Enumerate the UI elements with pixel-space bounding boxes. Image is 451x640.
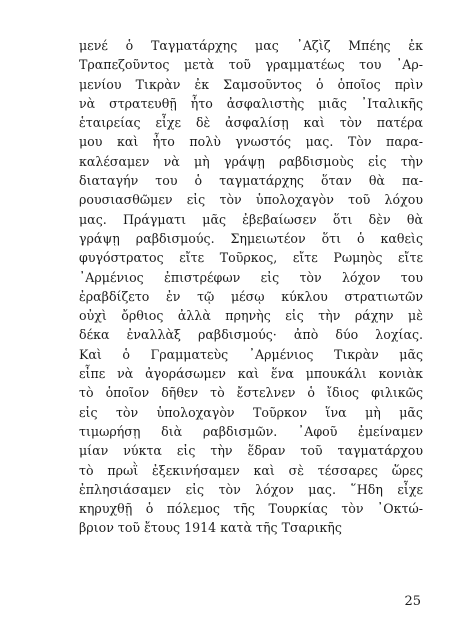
text-line: γράψῃ ραβδισμούς. Σημειωτέον ὅτι ὁ καθεὶς — [79, 230, 423, 246]
text-line: ρουσιασθῶμεν εἰς τὸν ὑπολοχαγὸν τοῦ λόχου — [79, 192, 423, 208]
text-line: δέκα ἐναλλὰξ ραβδισμούς· ἀπὸ δύο λοχίας. — [79, 327, 423, 343]
text-line: εἰς τὸν ὑπολοχαγὸν Τοῦρκον ἵνα μὴ μᾶς — [79, 404, 423, 420]
text-line: καλέσαμεν νὰ μὴ γράψῃ ραβδισμοὺς εἰς τὴν — [79, 153, 423, 169]
text-line: τιμωρήσῃ διὰ ραβδισμῶν. ᾿Αφοῦ ἐμείναμεν — [79, 423, 423, 439]
text-line: μενίου Τικρὰν ἐκ Σαμσοῦντος ὁ ὁποῖος πρὶν — [79, 76, 423, 92]
text-line: εἶπε νὰ ἀγοράσωμεν καὶ ἕνα μπουκάλι κονιὰκ — [79, 366, 423, 382]
text-line: ἑταιρείας εἶχε δὲ ἀσφαλίσῃ καὶ τὸν πατέρα — [79, 115, 423, 131]
body-text — [79, 36, 423, 538]
text-line: φυγόστρατος εἴτε Τοῦρκος, εἴτε Ρωμηὸς εἴτε — [79, 250, 423, 266]
text-line: μου καὶ ἦτο πολὺ γνωστός μας. Τὸν παρα- — [79, 134, 423, 150]
text-line: ἐπλησιάσαμεν εἰς τὸν λόχον μας. ῞Ηδη εἶχε — [79, 481, 423, 497]
page-number: 25 — [404, 594, 421, 609]
text-line: μας. Πράγματι μᾶς ἐβεβαίωσεν ὅτι δὲν θὰ — [79, 211, 423, 227]
text-line: διαταγήν του ὁ ταγματάρχης ὅταν θὰ πα- — [79, 173, 423, 189]
text-line: νὰ στρατευθῇ ἦτο ἀσφαλιστὴς μιᾶς ᾿Ιταλικῆς — [79, 95, 423, 111]
text-line: μενέ ὁ Ταγματάρχης μας ᾿Αζὶζ Μπέης ἐκ — [79, 38, 423, 53]
text-line: κηρυχθῇ ὁ πόλεμος τῆς Τουρκίας τὸν ᾿Οκτώ- — [79, 501, 423, 517]
text-line: Τραπεζοῦντος μετὰ τοῦ γραμματέως του ᾿Αρ- — [79, 57, 423, 73]
text-line: Καὶ ὁ Γραμματεὺς ᾿Αρμένιος Τικρὰν μᾶς — [79, 346, 423, 362]
text-line: τὸ πρωῒ ἐξεκινήσαμεν καὶ σὲ τέσσαρες ὥρες — [79, 462, 423, 478]
text-line: ἐραβδίζετο ἐν τῷ μέσῳ κύκλου στρατιωτῶν — [79, 288, 423, 304]
text-line: οὐχὶ ὄρθιος ἀλλὰ πρηνὴς εἰς τὴν ράχην μὲ — [79, 308, 423, 324]
text-line: τὸ ὁποῖον δῆθεν τὸ ἔστελνεν ὁ ἴδιος φιλικῶς — [79, 385, 423, 401]
text-line: ᾿Αρμένιος ἐπιστρέφων εἰς τὸν λόχον του — [79, 269, 423, 285]
text-line: μίαν νύκτα εἰς τὴν ἕδραν τοῦ ταγματάρχου — [79, 443, 423, 459]
text-line: βριον τοῦ ἔτους 1914 κατὰ τῆς Τσαρικῆς — [79, 520, 342, 536]
